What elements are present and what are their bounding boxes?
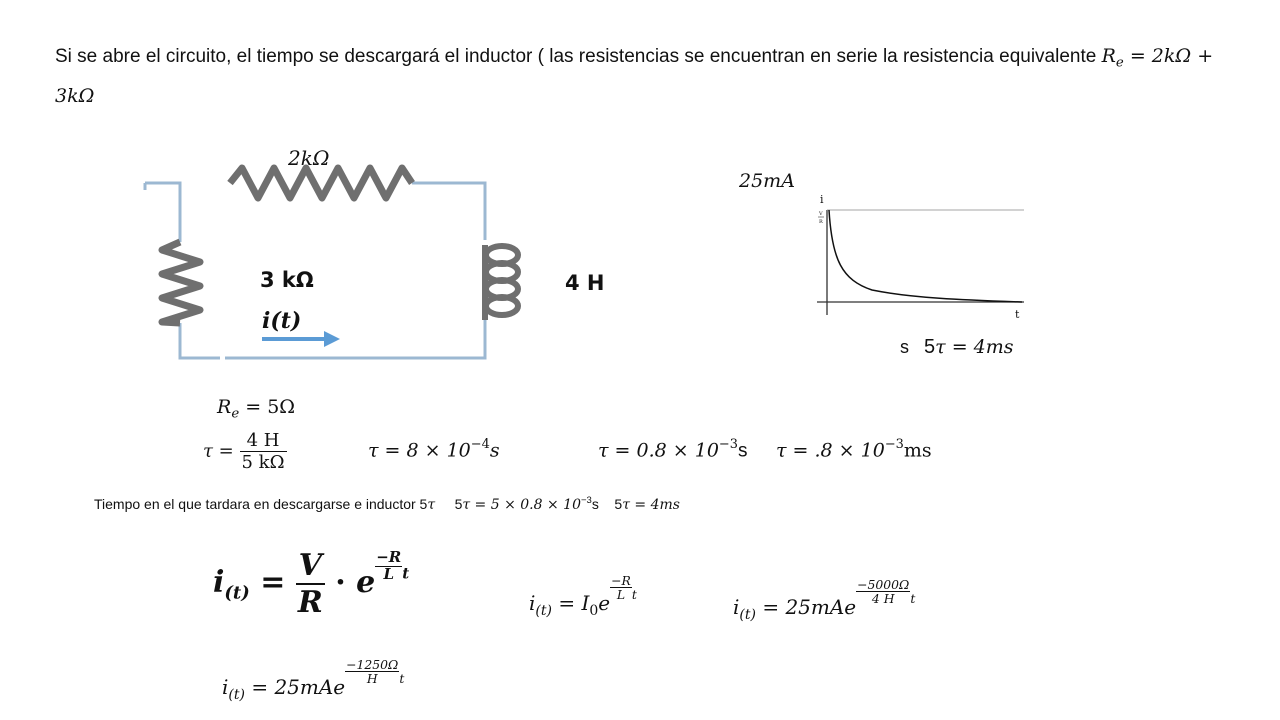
chart-axis-i: i [820, 193, 824, 206]
chart-tau-eq: τ = 4ms [935, 336, 1014, 358]
chart-axis-t: t [1015, 308, 1020, 321]
chart-v-num: V [819, 211, 823, 217]
current-formula-i0: $i_{(t)} = I_0e$ $\frac{-R}{L}$ $^t$ [529, 573, 637, 620]
tau-ms-equation: $\tau = .8 \times 10^{-3}ms$ [776, 437, 932, 462]
decay-curve [829, 210, 1022, 302]
resistor-2k-symbol [230, 168, 412, 198]
intro-paragraph [55, 40, 1235, 113]
inductor-label: 4 H [565, 271, 605, 295]
tau-decimal-equation: $\tau = 0.8 \times 10^{-3}s$ [598, 437, 748, 462]
discharge-text: Tiempo en el que tardara en descargarse e inductor 5 [94, 496, 428, 513]
chart-s-label: s [900, 337, 909, 357]
inductor-symbol [485, 245, 518, 320]
circuit-wires [145, 183, 485, 358]
chart-tau-line [900, 336, 1014, 359]
r-left-label: 3 kΩ [260, 268, 314, 292]
circuit-diagram [140, 140, 640, 370]
decay-chart [812, 190, 1037, 325]
chart-r-den: R [819, 219, 823, 225]
tau-fraction-equation: τ = $\frac{4 H}{5 k\Omega}$ [203, 430, 285, 473]
resistor-3k-symbol [162, 242, 200, 323]
re-equation: $R_e = 5\Omega$ [217, 396, 296, 422]
intro-equation: $R_e = 2k\Omega + 3k\Omega$ [55, 45, 1214, 107]
current-label: i(t) [262, 308, 302, 334]
current-formula-1250: $i_{(t)} = 25mAe$ $\frac{-1250\Omega}{H}$ $^t$ [222, 657, 405, 704]
r-top-label: 2kΩ [288, 146, 330, 170]
current-formula-5000: $i_{(t)} = 25mAe$ $\frac{-5000\Omega}{4 H}$ $^t$ [733, 577, 916, 624]
intro-text: Si se abre el circuito, el tiempo se descargará el inductor ( las resistencias se encuentran en serie la resistencia equivalente [55, 46, 1097, 67]
current-arrow-head [324, 331, 340, 347]
chart-current-label: 25mA [739, 170, 795, 192]
current-formula-main: $i_{(t)}$ = $\frac{V}{R}$ · e $\frac{-R}{L}$ $^t$ [213, 547, 410, 620]
chart-five: 5 [924, 336, 936, 358]
discharge-line: Tiempo en el que tardara en descargarse e inductor 5τ $5\tau = 5 \times 0.8 \times 10^{-3}s$ 5τ = 4ms [94, 495, 680, 514]
tau-sci-equation: $\tau = 8 \times 10^{-4}s$ [368, 437, 500, 462]
